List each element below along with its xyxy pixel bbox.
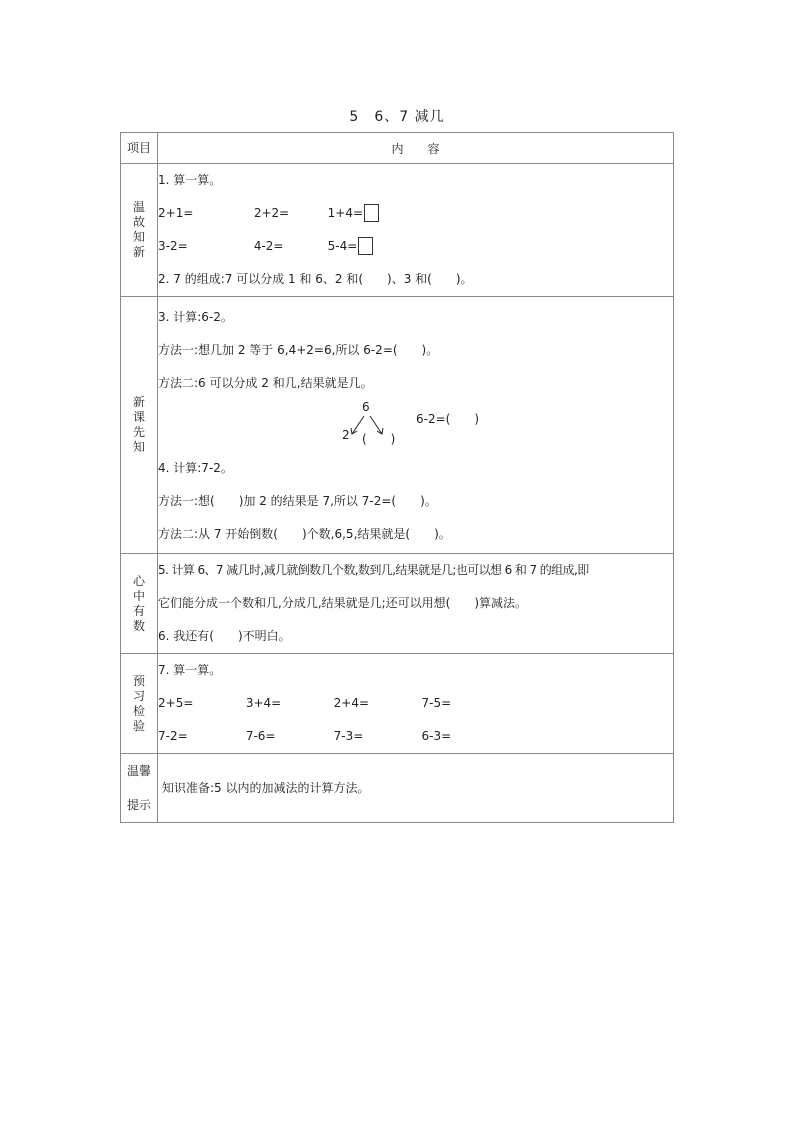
q3-title: 3. 计算:6-2。 (158, 310, 233, 324)
q1-row-2 (158, 230, 673, 263)
tip-text: 知识准备:5 以内的加减法的计算方法。 (162, 780, 370, 795)
q7-problem: 7-3= (333, 729, 364, 743)
tip-label-bottom: 提示 (126, 798, 151, 812)
q5-line-1: 5. 计算 6、7 减几时,减几就倒数几个数,数到几,结果就是几;也可以想 6 和 7 的组成,即 (158, 563, 589, 577)
q3-method-1: 方法一:想几加 2 等于 6,4+2=6,所以 6-2=( )。 (158, 343, 439, 357)
section-content-mind (158, 554, 674, 654)
q1-row-1 (158, 197, 673, 230)
header-content-label: 内 容 (158, 133, 674, 164)
q4-title: 4. 计算:7-2。 (158, 461, 233, 475)
q1-problem: 2+2= (253, 206, 290, 220)
q7-row-2 (158, 720, 673, 753)
q1-problem: 1+4= (327, 206, 364, 220)
section-mind (121, 554, 674, 654)
section-label-check: 预习检验 (121, 654, 158, 754)
q1-problem: 5-4= (327, 239, 358, 253)
diagram-top-number: 6 (362, 400, 370, 414)
q2-text: 2. 7 的组成:7 可以分成 1 和 6、2 和( )、3 和( )。 (158, 272, 473, 286)
q7-row-1 (158, 687, 673, 720)
section-label-review: 温故知新 (121, 164, 158, 297)
section-check (121, 654, 674, 754)
q4-method-1: 方法一:想( )加 2 的结果是 7,所以 7-2=( )。 (158, 494, 437, 508)
q7-problem: 6-3= (421, 729, 452, 743)
section-content-check (158, 654, 674, 754)
q5-line-2: 它们能分成一个数和几,分成几,结果就是几;还可以用想( )算减法。 (158, 596, 528, 610)
q7-problem: 7-2= (158, 729, 188, 743)
q6-text: 6. 我还有( )不明白。 (158, 629, 291, 643)
q7-problem: 3+4= (245, 696, 282, 710)
section-content-review (158, 164, 674, 297)
section-label-mind: 心中有数 (121, 554, 158, 654)
q7-title: 7. 算一算。 (158, 663, 222, 677)
diagram-left-number: 2 (342, 428, 350, 442)
worksheet-table (120, 132, 674, 823)
header-row (121, 133, 674, 164)
q3-method-2: 方法二:6 可以分成 2 和几,结果就是几。 (158, 376, 373, 390)
tip-label-top: 温馨 (126, 764, 151, 778)
q1-problem: 4-2= (253, 239, 284, 253)
section-tip (121, 754, 674, 823)
q7-problem: 2+4= (333, 696, 370, 710)
q1-title: 1. 算一算。 (158, 173, 222, 187)
answer-box[interactable] (364, 204, 379, 222)
q7-problem: 7-5= (421, 696, 452, 710)
decomposition-diagram (158, 400, 673, 452)
section-label-tip (121, 754, 158, 823)
section-preview (121, 297, 674, 554)
answer-box[interactable] (358, 237, 373, 255)
diagram-equation: 6-2=( ) (416, 412, 480, 426)
section-review (121, 164, 674, 297)
diagram-right-blank: ( ) (362, 432, 396, 446)
section-content-tip (158, 754, 674, 823)
q1-problem: 2+1= (158, 206, 194, 220)
header-item-label: 项目 (121, 133, 158, 164)
q4-method-2: 方法二:从 7 开始倒数( )个数,6,5,结果就是( )。 (158, 527, 451, 541)
q7-problem: 2+5= (158, 696, 194, 710)
q7-problem: 7-6= (245, 729, 276, 743)
section-label-preview: 新课先知 (121, 297, 158, 554)
q1-problem: 3-2= (158, 239, 188, 253)
section-content-preview (158, 297, 674, 554)
page-title: 5 6、7 减几 (349, 109, 445, 125)
